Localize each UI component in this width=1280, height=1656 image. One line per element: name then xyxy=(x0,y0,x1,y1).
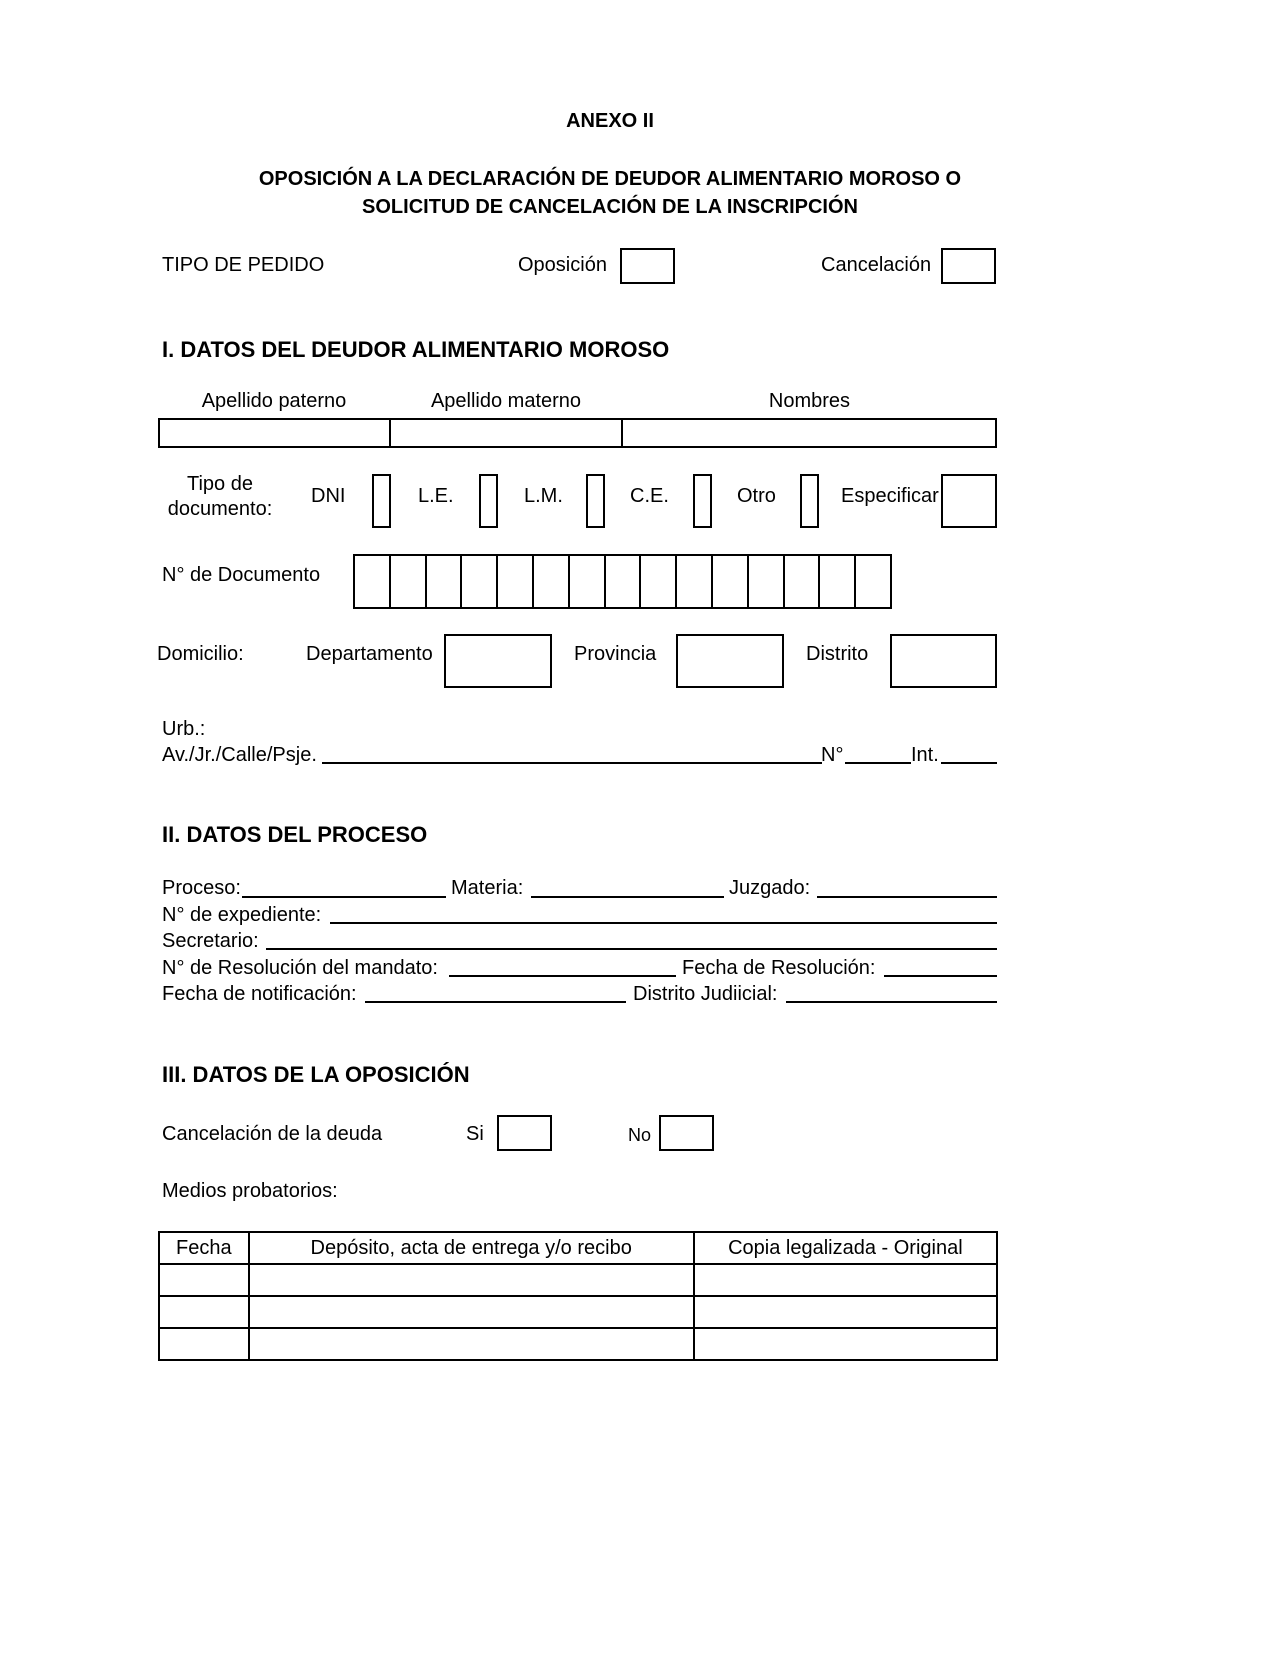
doc-number-field[interactable] xyxy=(353,554,892,609)
province-label: Provincia xyxy=(574,643,657,665)
opposition-label: Oposición xyxy=(518,254,607,276)
debt-cancel-label: Cancelación de la deuda xyxy=(162,1123,383,1145)
table-row xyxy=(159,1264,997,1296)
address-label: Domicilio: xyxy=(157,643,244,665)
doc-number-cell[interactable] xyxy=(498,556,534,607)
doc-number-cell[interactable] xyxy=(462,556,498,607)
table-cell[interactable] xyxy=(694,1296,997,1328)
street-line[interactable] xyxy=(322,762,822,764)
header-fecha: Fecha xyxy=(159,1232,249,1264)
doc-type-ce-checkbox[interactable] xyxy=(693,474,712,528)
doc-number-cell[interactable] xyxy=(641,556,677,607)
materia-label: Materia: xyxy=(451,877,524,899)
district-label: Distrito xyxy=(806,643,869,665)
resolucion-label: N° de Resolución del mandato: xyxy=(162,957,438,979)
maternal-surname-field[interactable] xyxy=(389,418,623,448)
cancellation-label: Cancelación xyxy=(821,254,932,276)
doc-number-cell[interactable] xyxy=(427,556,463,607)
evidence-label: Medios probatorios: xyxy=(162,1180,338,1202)
table-row xyxy=(159,1328,997,1360)
form-title-line2: SOLICITUD DE CANCELACIÓN DE LA INSCRIPCIÓN xyxy=(362,196,858,218)
doc-type-dni-label: DNI xyxy=(311,485,346,507)
fecha-resolucion-line[interactable] xyxy=(884,975,997,977)
doc-type-label-1: Tipo de xyxy=(187,473,253,495)
secretario-line[interactable] xyxy=(266,948,997,950)
doc-type-lm-label: L.M. xyxy=(524,485,563,507)
expediente-label: N° de expediente: xyxy=(162,904,322,926)
table-cell[interactable] xyxy=(694,1328,997,1360)
juzgado-label: Juzgado: xyxy=(729,877,811,899)
doc-type-dni-checkbox[interactable] xyxy=(372,474,391,528)
yes-label: Si xyxy=(466,1123,484,1145)
doc-number-cell[interactable] xyxy=(820,556,856,607)
header-copia: Copia legalizada - Original xyxy=(694,1232,997,1264)
fecha-notificacion-label: Fecha de notificación: xyxy=(162,983,357,1005)
proceso-label: Proceso: xyxy=(162,877,241,899)
doc-type-other-checkbox[interactable] xyxy=(800,474,819,528)
names-header: Nombres xyxy=(768,390,851,412)
doc-type-label-2: documento: xyxy=(167,498,273,520)
no-label: No xyxy=(628,1125,652,1145)
doc-type-lm-checkbox[interactable] xyxy=(586,474,605,528)
yes-checkbox[interactable] xyxy=(497,1115,552,1151)
section2-heading: II. DATOS DEL PROCESO xyxy=(162,822,428,847)
doc-number-cell[interactable] xyxy=(355,556,391,607)
doc-number-cell[interactable] xyxy=(856,556,890,607)
fecha-resolucion-label: Fecha de Resolución: xyxy=(682,957,876,979)
number-label: N° xyxy=(821,744,844,766)
specify-field[interactable] xyxy=(941,474,997,528)
doc-number-cell[interactable] xyxy=(713,556,749,607)
table-cell[interactable] xyxy=(159,1296,249,1328)
secretario-label: Secretario: xyxy=(162,930,259,952)
doc-number-label: N° de Documento xyxy=(162,564,321,586)
doc-number-cell[interactable] xyxy=(677,556,713,607)
resolucion-line[interactable] xyxy=(449,975,676,977)
doc-number-cell[interactable] xyxy=(749,556,785,607)
doc-type-le-label: L.E. xyxy=(418,485,454,507)
doc-number-cell[interactable] xyxy=(785,556,821,607)
table-row xyxy=(159,1296,997,1328)
doc-number-cell[interactable] xyxy=(570,556,606,607)
interior-line[interactable] xyxy=(941,762,997,764)
section1-heading: I. DATOS DEL DEUDOR ALIMENTARIO MOROSO xyxy=(162,337,670,362)
annex-label: ANEXO II xyxy=(566,110,654,132)
distrito-judicial-line[interactable] xyxy=(786,1001,997,1003)
specify-label: Especificar xyxy=(841,485,939,507)
doc-type-other-label: Otro xyxy=(737,485,776,507)
interior-label: Int. xyxy=(911,744,939,766)
table-cell[interactable] xyxy=(159,1328,249,1360)
number-line[interactable] xyxy=(845,762,911,764)
distrito-judicial-label: Distrito Judiicial: xyxy=(633,983,778,1005)
doc-number-cell[interactable] xyxy=(534,556,570,607)
proceso-line[interactable] xyxy=(242,896,446,898)
table-cell[interactable] xyxy=(694,1264,997,1296)
no-checkbox[interactable] xyxy=(659,1115,714,1151)
paternal-surname-field[interactable] xyxy=(158,418,391,448)
form-title-line1: OPOSICIÓN A LA DECLARACIÓN DE DEUDOR ALIMENTARIO MOROSO O xyxy=(258,168,962,190)
doc-number-cell[interactable] xyxy=(391,556,427,607)
names-field[interactable] xyxy=(621,418,997,448)
maternal-surname-header: Apellido materno xyxy=(430,390,582,412)
street-label: Av./Jr./Calle/Psje. xyxy=(162,744,317,766)
department-field[interactable] xyxy=(444,634,552,688)
fecha-notificacion-line[interactable] xyxy=(365,1001,626,1003)
header-deposito: Depósito, acta de entrega y/o recibo xyxy=(249,1232,694,1264)
table-cell[interactable] xyxy=(249,1296,694,1328)
opposition-checkbox[interactable] xyxy=(620,248,675,284)
evidence-table xyxy=(158,1231,998,1361)
urb-label: Urb.: xyxy=(162,718,206,740)
doc-type-ce-label: C.E. xyxy=(630,485,669,507)
district-field[interactable] xyxy=(890,634,997,688)
cancellation-checkbox[interactable] xyxy=(941,248,996,284)
doc-type-le-checkbox[interactable] xyxy=(479,474,498,528)
department-label: Departamento xyxy=(306,643,433,665)
materia-line[interactable] xyxy=(531,896,724,898)
doc-number-cell[interactable] xyxy=(606,556,642,607)
request-type-label: TIPO DE PEDIDO xyxy=(162,254,325,276)
juzgado-line[interactable] xyxy=(817,896,997,898)
table-cell[interactable] xyxy=(249,1328,694,1360)
evidence-table-header-row xyxy=(159,1232,997,1264)
paternal-surname-header: Apellido paterno xyxy=(201,390,347,412)
table-cell[interactable] xyxy=(249,1264,694,1296)
expediente-line[interactable] xyxy=(330,922,997,924)
section3-heading: III. DATOS DE LA OPOSICIÓN xyxy=(162,1062,470,1087)
province-field[interactable] xyxy=(676,634,784,688)
table-cell[interactable] xyxy=(159,1264,249,1296)
